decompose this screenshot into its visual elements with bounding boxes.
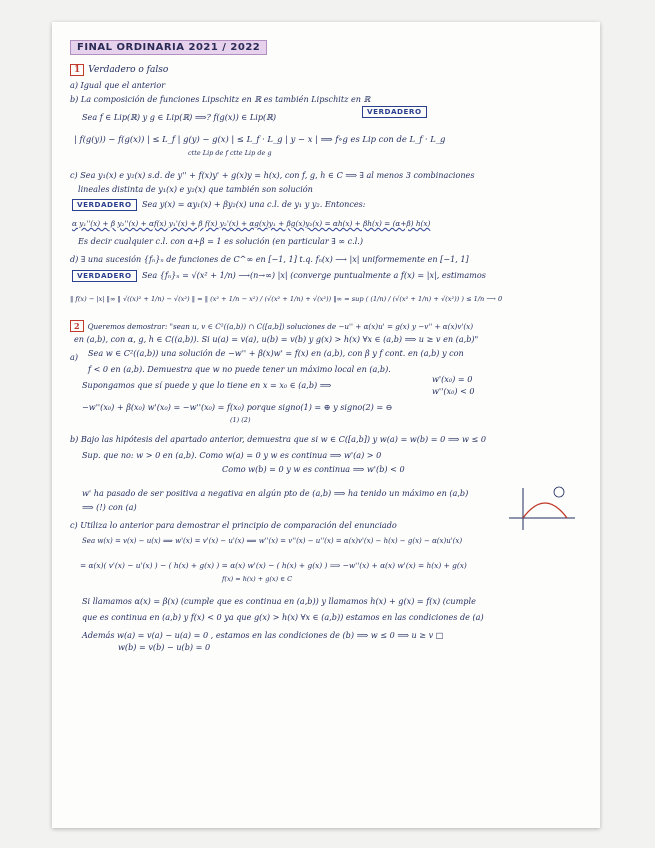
line-l27: Como w(b) = 0 y w es continua ⟹ w'(b) < 0 (222, 464, 405, 474)
line-l4: Sea f ∈ Lip(ℝ) y g ∈ Lip(ℝ) ⟹? f(g(x)) ∈ Lip(ℝ) (82, 112, 277, 122)
line-l17: Sea w ∈ C²((a,b)) una solución de −w'' + β(x)w' = f(x) en (a,b), con β y f cont. en (a,b) y con (88, 348, 464, 358)
line-l29: ⟹ (!) con (a) (82, 502, 137, 512)
line-l22: w''(x₀) < 0 (432, 386, 475, 396)
maximum-sketch (507, 484, 577, 534)
doc-title: FINAL ORDINARIA 2021 / 2022 (70, 40, 267, 55)
line-l1: Verdadero o falso (88, 65, 169, 75)
line-l32: = α(x)( v'(x) − u'(x) ) − ( h(x) + g(x) ) = α(x) w'(x) − ( h(x) + g(x) ) ⟹ −w''(x) + α(x) w'(x) = h(x) + g(x) (80, 561, 467, 570)
line-l8: lineales distinta de y₁(x) e y₂(x) que también son solución (78, 184, 313, 194)
line-l2: a) Igual que el anterior (70, 80, 166, 90)
line-l5: | f(g(y)) − f(g(x)) | ≤ L_f | g(y) − g(x) | ≤ L_f · L_g | y − x | ⟹ f∘g es Lip con de L_f · L_g (74, 134, 446, 144)
line-l34: Si llamamos α(x) = β(x) (cumple que es continua en (a,b)) y llamamos h(x) + g(x) = f(x) (cumple (82, 596, 476, 606)
line-l30: c) Utiliza lo anterior para demostrar el principio de comparación del enunciado (70, 520, 397, 530)
line-l33: f(x) = h(x) + g(x) ∈ C (222, 575, 293, 583)
exam-sheet (52, 22, 600, 828)
line-l36: Además w(a) = v(a) − u(a) = 0 , estamos en las condiciones de (b) ⟹ w ≤ 0 ⟹ u ≥ v □ (82, 630, 444, 640)
line-l24: (1) (2) (230, 416, 251, 424)
problem-2-heading (70, 320, 473, 332)
line-l19: f < 0 en (a,b). Demuestra que w no puede tener un máximo local en (a,b). (88, 364, 391, 374)
line-l20: Supongamos que sí puede y que lo tiene en x = x₀ ∈ (a,b) ⟹ (82, 380, 332, 390)
line-l16: en (a,b), con α, g, h ∈ C((a,b)). Si u(a) = v(a), u(b) = v(b) y g(x) > h(x) ∀x ∈ (a,b) ⟹ u ≥ v en (a,b)" (74, 334, 479, 344)
verdadero-badge-c: VERDADERO (72, 199, 137, 211)
line-l6: ctte Lip de f ctte Lip de g (188, 149, 272, 157)
line-l10: α y₁''(x) + β y₂''(x) + αf(x) y₁'(x) + β f(x) y₂'(x) + αg(x)y₁ + βg(x)y₂(x) = αh(x) + βh(x) = (α+β) h(x) (72, 219, 431, 228)
verdadero-badge-d: VERDADERO (72, 270, 137, 282)
line-l13: Sea {fₙ}ₙ = √(x² + 1/n) ⟶(n→∞) |x| (converge puntualmente a f(x) = |x|, estimamos (142, 270, 486, 280)
verdadero-badge-b: VERDADERO (362, 106, 427, 118)
line-l11: Es decir cualquier c.l. con α+β = 1 es solución (en particular ∃ ∞ c.l.) (78, 236, 364, 246)
problem-2-number: 2 (70, 320, 84, 332)
line-l28: w' ha pasado de ser positiva a negativa en algún pto de (a,b) ⟹ ha tenido un máximo en (a,b) (82, 488, 469, 498)
line-l15: Queremos demostrar: "sean u, v ∈ C²((a,b)) ∩ C([a,b]) soluciones de −u'' + α(x)u' = g(x) y −v'' + α(x)v'(x) (87, 322, 474, 331)
line-l26: Sup. que no: w > 0 en (a,b). Como w(a) = 0 y w es continua ⟹ w'(a) > 0 (82, 450, 382, 460)
line-l23: −w''(x₀) + β(x₀) w'(x₀) = −w''(x₀) = f(x₀) porque signo(1) = ⊕ y signo(2) = ⊖ (82, 402, 393, 412)
problem-1-heading (70, 64, 168, 76)
line-l25: b) Bajo las hipótesis del apartado anterior, demuestra que si w ∈ C([a,b]) y w(a) = w(b) = 0 ⟹ w ≤ 0 (70, 434, 487, 444)
line-l7: c) Sea y₁(x) e y₂(x) s.d. de y'' + f(x)y' + g(x)y = h(x), con f, g, h ∈ C ⟹ ∃ al menos 3 combinaciones (70, 170, 475, 180)
line-l31: Sea w(x) = v(x) − u(x) ⟹ w'(x) = v'(x) − u'(x) ⟹ w''(x) = v''(x) − u''(x) = α(x)v'(x) − h(x) − g(x) − α(x)u'(x) (82, 537, 463, 545)
line-l35: que es continua en (a,b) y f(x) < 0 ya que g(x) > h(x) ∀x ∈ (a,b)) estamos en las condiciones de (a) (82, 612, 484, 622)
line-l9: Sea y(x) = αy₁(x) + βy₂(x) una c.l. de y₁ y y₂. Entonces: (142, 199, 366, 209)
line-l14: ‖ f(x) − |x| ‖∞ ‖ √((x)² + 1/n) − √(x²) ‖ = ‖ (x² + 1/n − x²) / (√(x² + 1/n) + √(x²)) ‖∞ = sup ( (1/n) / (√(x² + 1/n) + √(x²)) ) ≤ 1/n ⟶ 0 (70, 295, 503, 303)
line-l3: b) La composición de funciones Lipschitz en ℝ es también Lipschitz en ℝ (70, 94, 371, 104)
line-l37: w(b) = v(b) − u(b) = 0 (118, 642, 211, 652)
line-l21: w'(x₀) = 0 (432, 374, 473, 384)
line-l18: a) (70, 352, 78, 362)
line-l12: d) ∃ una sucesión {fₙ}ₙ de funciones de C^∞ en [−1, 1] t.q. fₙ(x) ⟶ |x| uniformemente en [−1, 1] (70, 254, 469, 264)
problem-1-number: 1 (70, 64, 84, 76)
